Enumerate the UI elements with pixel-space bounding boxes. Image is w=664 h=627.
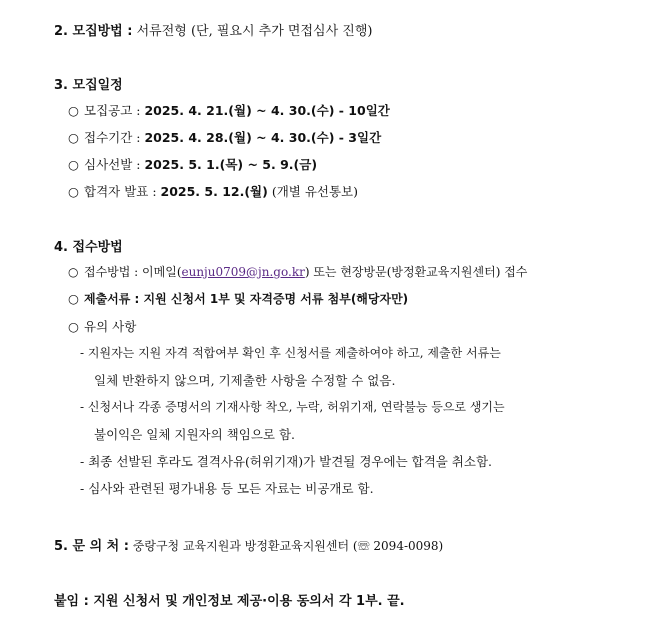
notes-title-text: 유의 사항: [84, 319, 137, 334]
documents-text: 제출서류 : 지원 신청서 1부 및 자격증명 서류 첨부(해당자만): [84, 292, 409, 306]
circle-bullet-icon: ○: [68, 291, 79, 306]
note-line: 지원자는 지원 자격 적합여부 확인 후 신청서를 제출하여야 하고, 제출한 서류는: [87, 346, 501, 360]
method-prefix: 접수방법 : 이메일(: [84, 265, 182, 279]
submission-method: [68, 263, 527, 280]
section-5-title: 5. 문 의 처 :: [54, 539, 129, 554]
schedule-item: [68, 128, 381, 146]
schedule-note: (개별 유선통보): [267, 184, 359, 199]
note-line: 심사와 관련된 평가내용 등 모든 자료는 비공개로 함.: [88, 481, 374, 496]
note-item: [80, 398, 505, 415]
schedule-value: 2025. 4. 21.(월) ~ 4. 30.(수) - 10일간: [144, 103, 390, 118]
schedule-value: 2025. 5. 12.(월): [160, 184, 268, 199]
schedule-value: 2025. 5. 1.(목) ~ 5. 9.(금): [144, 157, 318, 172]
phone-number: 2094-0098): [369, 539, 444, 553]
schedule-value: 2025. 4. 28.(월) ~ 4. 30.(수) - 3일간: [144, 130, 382, 145]
note-item: [80, 479, 374, 497]
section-2-line: [54, 20, 372, 39]
note-continuation: 일체 반환하지 않으며, 기제출한 사항을 수정할 수 없음.: [94, 373, 396, 388]
circle-bullet-icon: ○: [68, 157, 79, 172]
contact-text: 중랑구청 교육지원과 방정환교육지원센터 (: [128, 539, 358, 553]
schedule-label: 심사선발 :: [84, 157, 145, 172]
note-line: 신청서나 각종 증명서의 기재사항 착오, 누락, 허위기재, 연락불능 등으로 생기는: [87, 400, 505, 414]
method-suffix: ) 또는 현장방문(방정환교육지원센터) 접수: [304, 265, 528, 279]
dash-bullet: -: [80, 346, 85, 360]
circle-bullet-icon: ○: [68, 103, 79, 118]
schedule-item: [68, 182, 358, 200]
section-4-title: 4. 접수방법: [54, 240, 123, 255]
schedule-item: [68, 155, 317, 173]
schedule-item: [68, 101, 390, 119]
phone-icon: ☏: [357, 539, 370, 553]
email-link[interactable]: eunju0709@jn.go.kr: [181, 265, 305, 279]
circle-bullet-icon: ○: [68, 130, 79, 145]
circle-bullet-icon: ○: [68, 265, 79, 279]
dash-bullet: -: [80, 481, 85, 496]
section-2-text: 서류전형 (단, 필요시 추가 면접심사 진행): [132, 24, 373, 39]
section-2-title: 2. 모집방법 :: [54, 24, 133, 39]
note-item: [80, 452, 492, 470]
attachment-line: 붙임 : 지원 신청서 및 개인정보 제공·이용 동의서 각 1부. 끝.: [54, 594, 405, 609]
dash-bullet: -: [80, 400, 85, 414]
note-line: 최종 선발된 후라도 결격사유(허위기재)가 발견될 경우에는 합격을 취소함.: [88, 454, 493, 469]
schedule-label: 모집공고 :: [84, 103, 145, 118]
note-item: [80, 344, 501, 361]
section-3-title: 3. 모집일정: [54, 78, 123, 93]
schedule-label: 합격자 발표 :: [84, 184, 161, 199]
dash-bullet: -: [80, 454, 85, 469]
notes-title: [68, 317, 136, 335]
required-documents: [68, 290, 408, 307]
note-continuation: 불이익은 일체 지원자의 책임으로 함.: [94, 427, 295, 442]
circle-bullet-icon: ○: [68, 319, 79, 334]
section-5-line: [54, 535, 443, 554]
circle-bullet-icon: ○: [68, 184, 79, 199]
schedule-label: 접수기간 :: [84, 130, 145, 145]
